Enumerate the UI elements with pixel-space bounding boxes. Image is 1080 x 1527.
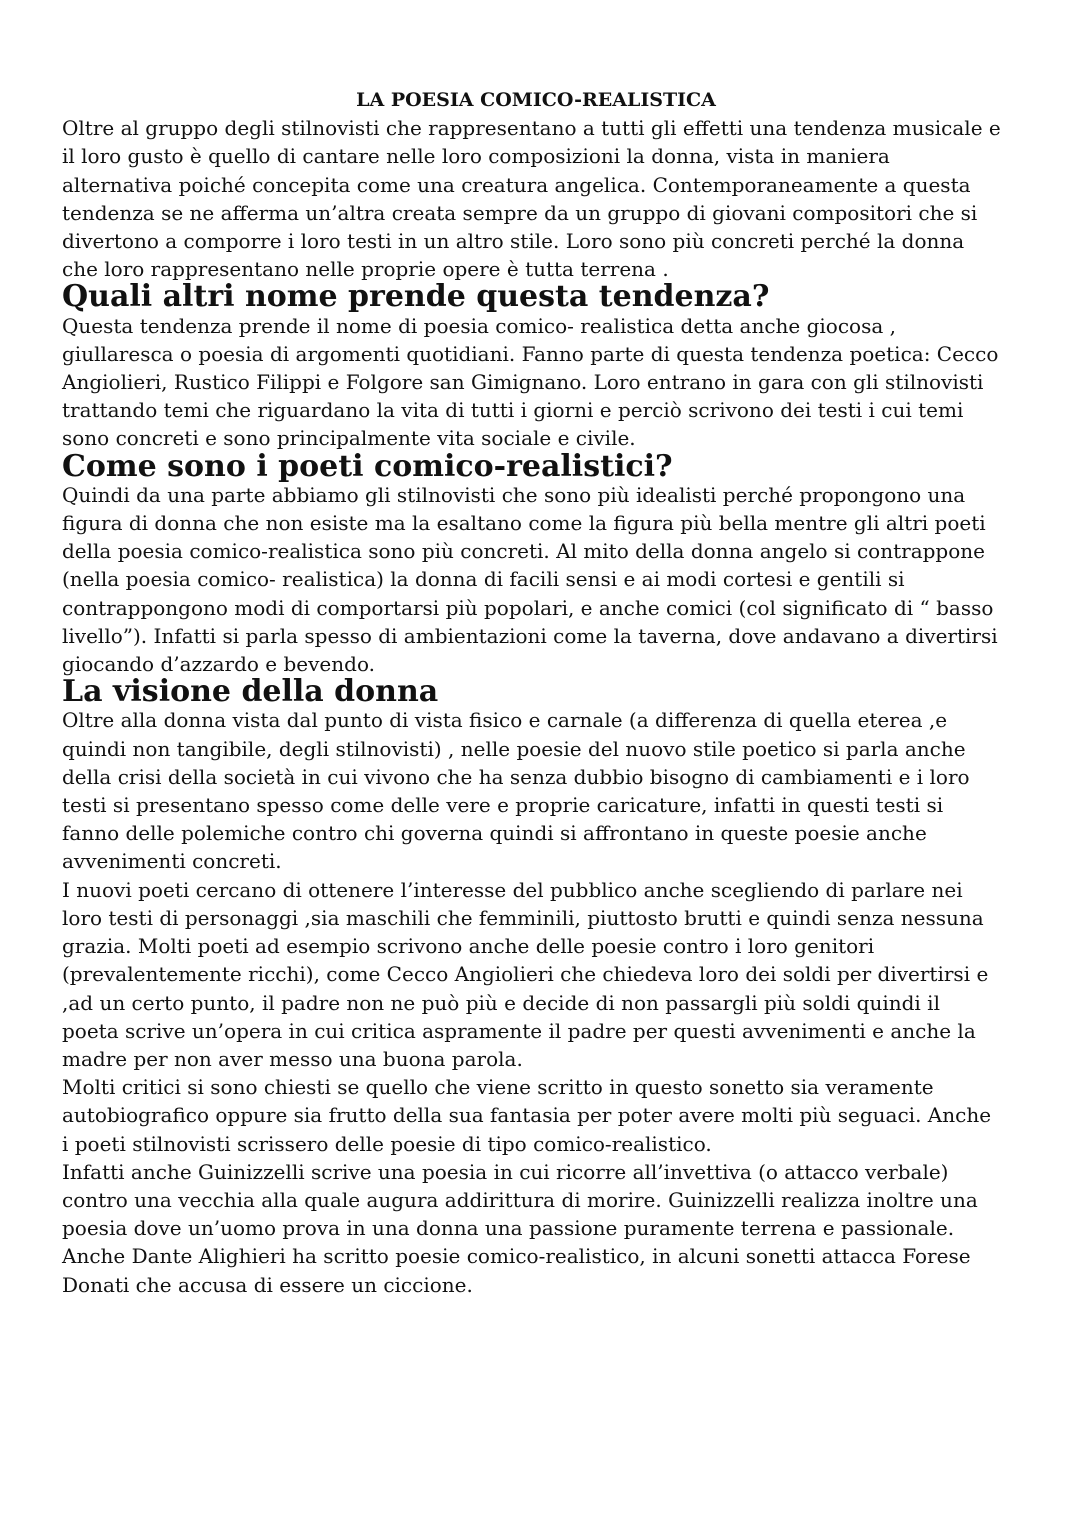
section-heading-visione-donna: La visione della donna (62, 674, 439, 710)
section-paragraph: I nuovi poeti cercano di ottenere l’interesse del pubblico anche scegliendo di parlare nei loro testi di personaggi ,sia maschili che femminili, piuttosto brutti e quindi senza nessuna grazia. Molti poeti ad esempio scrivono anche delle poesie contro i loro genitori (prevalentemente ricchi), come Cecco Angiolieri che chiedeva loro dei soldi per divertirsi e ,ad un certo punto, il padre non ne può più e decide di non passargli più soldi quindi il poeta scrive un’opera in cui critica aspramente il padre per questi avvenimenti e anche la madre per non aver messo una buona parola. (62, 877, 989, 1071)
section-paragraph: Quindi da una parte abbiamo gli stilnovisti che sono più idealisti perché propongono una figura di donna che non esiste ma la esaltano come la figura più bella mentre gli altri poeti della poesia comico-realistica sono più concreti. Al mito della donna angelo si contrappone (nella poesia comico- realistica) la donna di facili sensi e ai modi cortesi e gentili si contrappongono modi di comportarsi più popolari, e anche comici (col significato di “ basso livello”). Infatti si parla spesso di ambientazioni come la taverna, dove andavano a divertirsi giocando d’azzardo e bevendo. (62, 482, 998, 677)
intro-paragraph: Oltre al gruppo degli stilnovisti che rappresentano a tutti gli effetti una tendenza musicale e il loro gusto è quello di cantare nelle loro composizioni la donna, vista in maniera alternativa poiché concepita come una creatura angelica. Contemporaneamente a questa tendenza se ne afferma un’altra creata sempre da un gruppo di giovani compositori che si divertono a comporre i loro testi in un altro stile. Loro sono più concreti perché la donna che loro rappresentano nelle proprie opere è tutta terrena . (62, 116, 1001, 282)
section-paragraph: Oltre alla donna vista dal punto di vista fisico e carnale (a differenza di quella eterea ,e quindi non tangibile, degli stilnovisti) , nelle poesie del nuovo stile poetico si parla anche della crisi della società in cui vivono che ha senza dubbio bisogno di cambiamenti e i loro testi si presentano spesso come delle vere e proprie caricature, infatti in questi testi si fanno delle polemiche contro chi governa quindi si affrontano in queste poesie anche avvenimenti concreti. (62, 708, 970, 874)
section-heading-poeti: Come sono i poeti comico-realistici? (62, 448, 673, 484)
section-paragraph: Molti critici si sono chiesti se quello che viene scritto in questo sonetto sia veramente autobiografico oppure sia frutto della sua fantasia per poter avere molti più seguaci. Anche i poeti stilnovisti scrissero delle poesie di tipo comico-realistico. (62, 1075, 992, 1156)
section-paragraph: Infatti anche Guinizzelli scrive una poesia in cui ricorre all’invettiva (o attacco verbale) contro una vecchia alla quale augura addirittura di morire. Guinizzelli realizza inoltre una poesia dove un’uomo prova in una donna una passione puramente terrena e passionale. Anche Dante Alighieri ha scritto poesie comico-realistico, in alcuni sonetti attacca Forese Donati che accusa di essere un ciccione. (62, 1159, 978, 1297)
document-title: LA POESIA COMICO-REALISTICA (356, 89, 716, 111)
section-heading-altri-nomi: Quali altri nome prende questa tendenza? (62, 279, 770, 315)
document-page (62, 86, 1002, 1299)
section-paragraph: Questa tendenza prende il nome di poesia comico- realistica detta anche giocosa , giullaresca o poesia di argomenti quotidiani. Fanno parte di questa tendenza poetica: Cecco Angiolieri, Rustico Filippi e Folgore san Gimignano. Loro entrano in gara con gli stilnovisti trattando temi che riguardano la vita di tutti i giorni e perciò scrivono dei testi i cui temi sono concreti e sono principalmente vita sociale e civile. (62, 313, 999, 451)
